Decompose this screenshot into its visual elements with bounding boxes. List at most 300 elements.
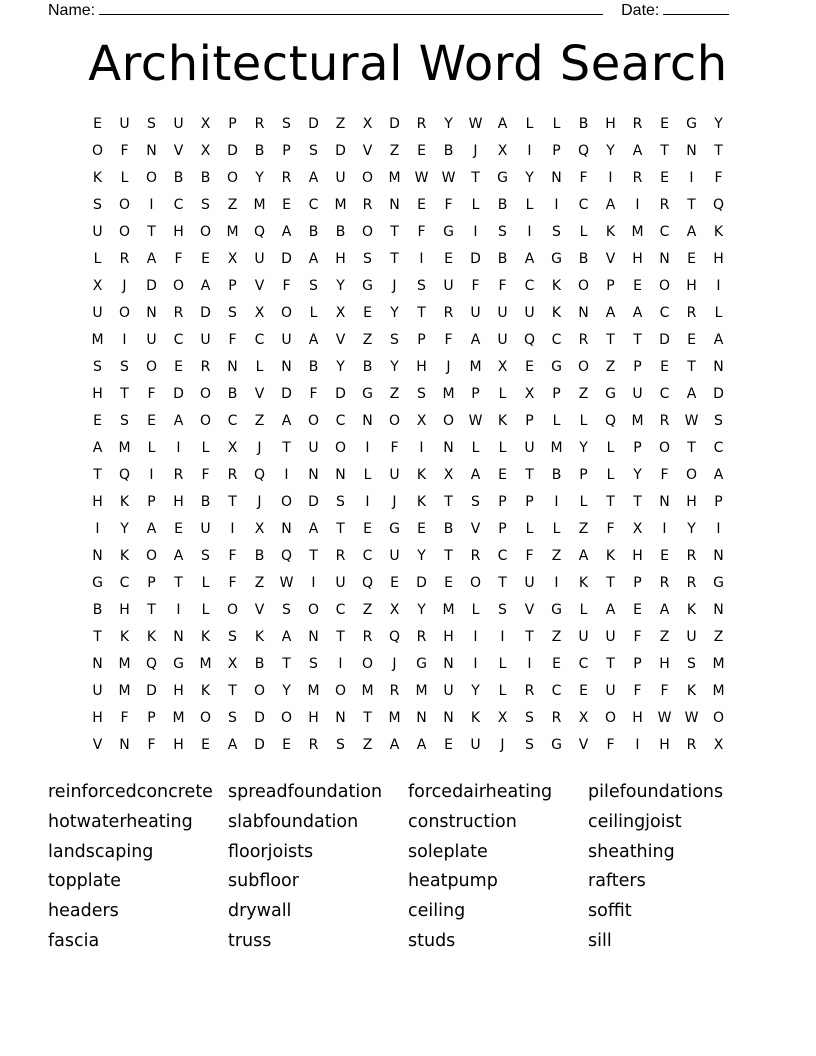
- grid-letter[interactable]: O: [145, 547, 158, 564]
- grid-letter[interactable]: E: [93, 412, 102, 429]
- grid-letter[interactable]: R: [173, 304, 184, 321]
- grid-letter[interactable]: I: [662, 520, 667, 537]
- grid-letter[interactable]: S: [282, 115, 291, 132]
- grid-letter[interactable]: K: [254, 628, 265, 645]
- grid-letter[interactable]: R: [227, 466, 238, 483]
- grid-letter[interactable]: D: [308, 115, 319, 132]
- grid-letter[interactable]: R: [362, 196, 373, 213]
- grid-letter[interactable]: N: [173, 628, 184, 645]
- grid-letter[interactable]: T: [336, 628, 345, 645]
- grid-letter[interactable]: L: [606, 439, 615, 456]
- grid-letter[interactable]: K: [92, 169, 103, 186]
- grid-letter[interactable]: Q: [712, 196, 725, 213]
- grid-letter[interactable]: Y: [579, 439, 588, 456]
- grid-letter[interactable]: E: [525, 358, 534, 375]
- grid-letter[interactable]: F: [444, 331, 453, 348]
- grid-letter[interactable]: C: [551, 682, 562, 699]
- grid-letter[interactable]: K: [119, 628, 130, 645]
- grid-letter[interactable]: B: [173, 169, 184, 186]
- grid-letter[interactable]: D: [416, 574, 427, 591]
- grid-letter[interactable]: X: [200, 115, 211, 132]
- grid-letter[interactable]: A: [281, 223, 292, 240]
- grid-letter[interactable]: D: [254, 736, 265, 753]
- grid-letter[interactable]: P: [228, 115, 237, 132]
- grid-letter[interactable]: C: [578, 196, 589, 213]
- grid-letter[interactable]: U: [443, 682, 454, 699]
- grid-letter[interactable]: U: [470, 304, 481, 321]
- grid-letter[interactable]: Y: [633, 466, 642, 483]
- grid-letter[interactable]: U: [308, 439, 319, 456]
- grid-letter[interactable]: K: [416, 493, 427, 510]
- grid-letter[interactable]: B: [578, 250, 589, 267]
- grid-letter[interactable]: O: [226, 601, 239, 618]
- grid-letter[interactable]: Q: [253, 466, 266, 483]
- grid-letter[interactable]: R: [254, 115, 265, 132]
- grid-letter[interactable]: O: [199, 223, 212, 240]
- grid-letter[interactable]: R: [686, 547, 697, 564]
- grid-letter[interactable]: C: [524, 277, 535, 294]
- grid-letter[interactable]: T: [525, 466, 534, 483]
- grid-letter[interactable]: I: [608, 169, 613, 186]
- grid-letter[interactable]: I: [716, 520, 721, 537]
- grid-letter[interactable]: L: [552, 520, 561, 537]
- grid-letter[interactable]: Z: [659, 628, 670, 645]
- grid-letter[interactable]: T: [309, 547, 318, 564]
- grid-letter[interactable]: H: [173, 736, 184, 753]
- grid-letter[interactable]: C: [713, 439, 724, 456]
- grid-letter[interactable]: X: [200, 142, 211, 159]
- grid-letter[interactable]: S: [201, 196, 210, 213]
- grid-letter[interactable]: I: [122, 331, 127, 348]
- grid-letter[interactable]: H: [632, 547, 643, 564]
- grid-letter[interactable]: T: [228, 682, 237, 699]
- grid-letter[interactable]: V: [335, 331, 346, 348]
- grid-letter[interactable]: F: [147, 736, 156, 753]
- grid-letter[interactable]: I: [473, 223, 478, 240]
- grid-letter[interactable]: M: [334, 196, 347, 213]
- grid-letter[interactable]: O: [712, 709, 725, 726]
- grid-letter[interactable]: Z: [254, 412, 265, 429]
- grid-letter[interactable]: O: [199, 709, 212, 726]
- grid-letter[interactable]: R: [416, 115, 427, 132]
- grid-letter[interactable]: U: [200, 331, 211, 348]
- grid-letter[interactable]: I: [176, 439, 181, 456]
- grid-letter[interactable]: G: [416, 655, 427, 672]
- grid-letter[interactable]: T: [93, 466, 102, 483]
- grid-letter[interactable]: L: [309, 304, 318, 321]
- grid-letter[interactable]: P: [633, 655, 642, 672]
- grid-letter[interactable]: H: [119, 601, 130, 618]
- grid-letter[interactable]: Z: [605, 358, 616, 375]
- grid-letter[interactable]: X: [578, 709, 589, 726]
- grid-letter[interactable]: L: [525, 115, 534, 132]
- grid-letter[interactable]: S: [552, 223, 561, 240]
- grid-letter[interactable]: K: [551, 304, 562, 321]
- grid-letter[interactable]: A: [632, 304, 643, 321]
- grid-letter[interactable]: Y: [606, 142, 615, 159]
- grid-letter[interactable]: A: [605, 196, 616, 213]
- grid-letter[interactable]: E: [174, 358, 183, 375]
- grid-letter[interactable]: U: [389, 547, 400, 564]
- grid-letter[interactable]: D: [389, 115, 400, 132]
- grid-letter[interactable]: T: [606, 574, 615, 591]
- grid-letter[interactable]: M: [172, 709, 185, 726]
- grid-letter[interactable]: L: [552, 412, 561, 429]
- grid-letter[interactable]: S: [309, 655, 318, 672]
- grid-letter[interactable]: C: [362, 547, 373, 564]
- grid-letter[interactable]: J: [257, 439, 262, 456]
- grid-letter[interactable]: N: [92, 547, 103, 564]
- grid-letter[interactable]: M: [91, 331, 104, 348]
- grid-letter[interactable]: M: [442, 601, 455, 618]
- grid-letter[interactable]: A: [659, 601, 670, 618]
- grid-letter[interactable]: O: [226, 169, 239, 186]
- grid-letter[interactable]: S: [525, 709, 534, 726]
- grid-letter[interactable]: X: [227, 439, 238, 456]
- grid-letter[interactable]: E: [552, 655, 561, 672]
- grid-letter[interactable]: K: [200, 628, 211, 645]
- grid-letter[interactable]: O: [388, 412, 401, 429]
- grid-letter[interactable]: S: [498, 601, 507, 618]
- grid-letter[interactable]: H: [713, 250, 724, 267]
- grid-letter[interactable]: I: [149, 466, 154, 483]
- grid-letter[interactable]: G: [551, 250, 562, 267]
- grid-letter[interactable]: R: [443, 304, 454, 321]
- grid-letter[interactable]: K: [200, 682, 211, 699]
- grid-letter[interactable]: D: [200, 304, 211, 321]
- grid-letter[interactable]: R: [659, 412, 670, 429]
- grid-letter[interactable]: X: [227, 250, 238, 267]
- grid-letter[interactable]: E: [147, 412, 156, 429]
- grid-letter[interactable]: P: [471, 385, 480, 402]
- grid-letter[interactable]: S: [417, 277, 426, 294]
- grid-letter[interactable]: P: [417, 331, 426, 348]
- grid-letter[interactable]: R: [200, 358, 211, 375]
- grid-letter[interactable]: K: [119, 493, 130, 510]
- grid-letter[interactable]: L: [579, 412, 588, 429]
- grid-letter[interactable]: F: [714, 169, 723, 186]
- grid-letter[interactable]: I: [95, 520, 100, 537]
- grid-letter[interactable]: E: [201, 250, 210, 267]
- grid-letter[interactable]: I: [527, 223, 532, 240]
- grid-letter[interactable]: G: [605, 385, 616, 402]
- grid-letter[interactable]: T: [390, 250, 399, 267]
- grid-letter[interactable]: E: [363, 304, 372, 321]
- grid-letter[interactable]: A: [281, 412, 292, 429]
- grid-letter[interactable]: S: [120, 358, 129, 375]
- grid-letter[interactable]: S: [390, 331, 399, 348]
- grid-letter[interactable]: H: [443, 628, 454, 645]
- grid-letter[interactable]: C: [551, 331, 562, 348]
- grid-letter[interactable]: R: [659, 574, 670, 591]
- grid-letter[interactable]: O: [658, 277, 671, 294]
- grid-letter[interactable]: F: [228, 547, 237, 564]
- grid-letter[interactable]: E: [687, 250, 696, 267]
- grid-letter[interactable]: A: [713, 466, 724, 483]
- grid-letter[interactable]: H: [686, 493, 697, 510]
- grid-letter[interactable]: L: [498, 655, 507, 672]
- grid-letter[interactable]: J: [122, 277, 127, 294]
- grid-letter[interactable]: X: [335, 304, 346, 321]
- grid-letter[interactable]: H: [632, 709, 643, 726]
- grid-letter[interactable]: T: [606, 331, 615, 348]
- grid-letter[interactable]: A: [173, 547, 184, 564]
- grid-letter[interactable]: T: [282, 655, 291, 672]
- grid-letter[interactable]: Y: [390, 358, 399, 375]
- grid-letter[interactable]: L: [579, 223, 588, 240]
- grid-letter[interactable]: D: [308, 493, 319, 510]
- grid-letter[interactable]: T: [633, 493, 642, 510]
- grid-letter[interactable]: Y: [417, 547, 426, 564]
- grid-letter[interactable]: K: [578, 574, 589, 591]
- grid-letter[interactable]: S: [201, 547, 210, 564]
- grid-letter[interactable]: P: [147, 574, 156, 591]
- grid-letter[interactable]: V: [524, 601, 535, 618]
- grid-letter[interactable]: L: [201, 601, 210, 618]
- grid-letter[interactable]: F: [471, 277, 480, 294]
- grid-letter[interactable]: W: [468, 115, 483, 132]
- grid-letter[interactable]: A: [146, 520, 157, 537]
- grid-letter[interactable]: L: [471, 196, 480, 213]
- grid-letter[interactable]: I: [149, 196, 154, 213]
- grid-letter[interactable]: O: [577, 358, 590, 375]
- grid-letter[interactable]: N: [119, 736, 130, 753]
- grid-letter[interactable]: D: [281, 385, 292, 402]
- grid-letter[interactable]: N: [551, 169, 562, 186]
- grid-letter[interactable]: B: [308, 358, 319, 375]
- grid-letter[interactable]: Y: [120, 520, 129, 537]
- grid-letter[interactable]: M: [550, 439, 563, 456]
- grid-letter[interactable]: C: [308, 196, 319, 213]
- grid-letter[interactable]: X: [389, 601, 400, 618]
- grid-letter[interactable]: U: [497, 304, 508, 321]
- grid-letter[interactable]: B: [497, 196, 508, 213]
- grid-letter[interactable]: V: [173, 142, 184, 159]
- grid-letter[interactable]: P: [552, 385, 561, 402]
- grid-letter[interactable]: M: [388, 709, 401, 726]
- grid-letter[interactable]: C: [659, 385, 670, 402]
- grid-letter[interactable]: O: [280, 709, 293, 726]
- grid-letter[interactable]: D: [227, 142, 238, 159]
- grid-letter[interactable]: Y: [471, 682, 480, 699]
- grid-letter[interactable]: I: [365, 493, 370, 510]
- grid-letter[interactable]: G: [443, 223, 454, 240]
- grid-letter[interactable]: U: [524, 304, 535, 321]
- grid-letter[interactable]: A: [173, 412, 184, 429]
- grid-letter[interactable]: F: [606, 736, 615, 753]
- grid-letter[interactable]: G: [362, 385, 373, 402]
- grid-letter[interactable]: F: [201, 466, 210, 483]
- grid-letter[interactable]: V: [254, 277, 265, 294]
- grid-letter[interactable]: N: [308, 628, 319, 645]
- grid-letter[interactable]: T: [687, 196, 696, 213]
- grid-letter[interactable]: X: [497, 358, 508, 375]
- grid-letter[interactable]: H: [173, 682, 184, 699]
- grid-letter[interactable]: F: [228, 331, 237, 348]
- grid-letter[interactable]: R: [362, 628, 373, 645]
- grid-letter[interactable]: O: [685, 466, 698, 483]
- grid-letter[interactable]: F: [579, 169, 588, 186]
- grid-letter[interactable]: M: [226, 223, 239, 240]
- grid-letter[interactable]: B: [497, 250, 508, 267]
- grid-letter[interactable]: T: [471, 169, 480, 186]
- grid-letter[interactable]: V: [362, 142, 373, 159]
- grid-letter[interactable]: M: [118, 682, 131, 699]
- grid-letter[interactable]: F: [633, 628, 642, 645]
- grid-letter[interactable]: I: [527, 655, 532, 672]
- grid-letter[interactable]: C: [659, 304, 670, 321]
- grid-letter[interactable]: Q: [604, 412, 617, 429]
- grid-letter[interactable]: K: [605, 547, 616, 564]
- grid-letter[interactable]: F: [390, 439, 399, 456]
- grid-letter[interactable]: C: [497, 547, 508, 564]
- grid-letter[interactable]: X: [632, 520, 643, 537]
- grid-letter[interactable]: M: [712, 682, 725, 699]
- grid-letter[interactable]: R: [335, 547, 346, 564]
- grid-letter[interactable]: R: [632, 169, 643, 186]
- grid-letter[interactable]: H: [632, 250, 643, 267]
- grid-letter[interactable]: M: [442, 385, 455, 402]
- grid-letter[interactable]: B: [578, 115, 589, 132]
- grid-letter[interactable]: U: [605, 682, 616, 699]
- grid-letter[interactable]: S: [93, 196, 102, 213]
- grid-letter[interactable]: Z: [389, 385, 400, 402]
- grid-letter[interactable]: M: [631, 223, 644, 240]
- grid-letter[interactable]: E: [444, 736, 453, 753]
- grid-letter[interactable]: E: [174, 520, 183, 537]
- grid-letter[interactable]: W: [684, 709, 699, 726]
- grid-letter[interactable]: V: [92, 736, 103, 753]
- grid-letter[interactable]: J: [392, 277, 397, 294]
- grid-letter[interactable]: Q: [145, 655, 158, 672]
- grid-letter[interactable]: S: [228, 628, 237, 645]
- grid-letter[interactable]: F: [606, 520, 615, 537]
- grid-letter[interactable]: O: [145, 358, 158, 375]
- grid-letter[interactable]: P: [633, 358, 642, 375]
- grid-letter[interactable]: P: [579, 466, 588, 483]
- grid-letter[interactable]: L: [363, 466, 372, 483]
- grid-letter[interactable]: G: [686, 115, 697, 132]
- grid-letter[interactable]: U: [578, 628, 589, 645]
- grid-letter[interactable]: P: [147, 709, 156, 726]
- grid-letter[interactable]: E: [201, 736, 210, 753]
- grid-letter[interactable]: N: [713, 358, 724, 375]
- grid-letter[interactable]: T: [687, 439, 696, 456]
- grid-letter[interactable]: O: [334, 682, 347, 699]
- grid-letter[interactable]: H: [605, 115, 616, 132]
- grid-letter[interactable]: K: [146, 628, 157, 645]
- grid-letter[interactable]: S: [228, 709, 237, 726]
- grid-letter[interactable]: Q: [388, 628, 401, 645]
- grid-letter[interactable]: P: [525, 493, 534, 510]
- grid-letter[interactable]: I: [716, 277, 721, 294]
- grid-letter[interactable]: F: [444, 196, 453, 213]
- grid-letter[interactable]: I: [230, 520, 235, 537]
- grid-letter[interactable]: L: [201, 439, 210, 456]
- grid-letter[interactable]: M: [199, 655, 212, 672]
- grid-letter[interactable]: O: [253, 682, 266, 699]
- grid-letter[interactable]: A: [146, 250, 157, 267]
- grid-letter[interactable]: L: [471, 601, 480, 618]
- grid-letter[interactable]: J: [392, 655, 397, 672]
- grid-letter[interactable]: X: [227, 655, 238, 672]
- grid-letter[interactable]: I: [689, 169, 694, 186]
- grid-letter[interactable]: S: [498, 223, 507, 240]
- grid-letter[interactable]: C: [173, 196, 184, 213]
- grid-letter[interactable]: B: [254, 142, 265, 159]
- grid-letter[interactable]: C: [254, 331, 265, 348]
- grid-letter[interactable]: H: [659, 655, 670, 672]
- grid-letter[interactable]: D: [335, 142, 346, 159]
- grid-letter[interactable]: T: [282, 439, 291, 456]
- grid-letter[interactable]: O: [361, 169, 374, 186]
- grid-letter[interactable]: Z: [578, 385, 589, 402]
- grid-letter[interactable]: F: [174, 250, 183, 267]
- grid-letter[interactable]: E: [660, 115, 669, 132]
- grid-letter[interactable]: T: [606, 655, 615, 672]
- grid-letter[interactable]: G: [389, 520, 400, 537]
- grid-letter[interactable]: T: [174, 574, 183, 591]
- grid-letter[interactable]: S: [471, 493, 480, 510]
- grid-letter[interactable]: W: [657, 709, 672, 726]
- grid-letter[interactable]: R: [551, 709, 562, 726]
- grid-letter[interactable]: I: [419, 439, 424, 456]
- grid-letter[interactable]: U: [524, 574, 535, 591]
- grid-letter[interactable]: N: [686, 142, 697, 159]
- grid-letter[interactable]: V: [254, 601, 265, 618]
- grid-letter[interactable]: F: [120, 709, 129, 726]
- grid-letter[interactable]: L: [120, 169, 129, 186]
- grid-letter[interactable]: R: [686, 574, 697, 591]
- grid-letter[interactable]: A: [470, 331, 481, 348]
- grid-letter[interactable]: K: [470, 709, 481, 726]
- grid-letter[interactable]: I: [284, 466, 289, 483]
- grid-letter[interactable]: X: [497, 142, 508, 159]
- grid-letter[interactable]: R: [119, 250, 130, 267]
- grid-letter[interactable]: S: [147, 115, 156, 132]
- grid-letter[interactable]: D: [281, 250, 292, 267]
- grid-letter[interactable]: Z: [254, 574, 265, 591]
- grid-letter[interactable]: F: [660, 682, 669, 699]
- grid-letter[interactable]: B: [92, 601, 103, 618]
- grid-letter[interactable]: L: [579, 493, 588, 510]
- grid-letter[interactable]: H: [173, 493, 184, 510]
- grid-letter[interactable]: G: [551, 358, 562, 375]
- grid-letter[interactable]: Z: [362, 736, 373, 753]
- grid-letter[interactable]: T: [633, 331, 642, 348]
- grid-letter[interactable]: J: [257, 493, 262, 510]
- grid-letter[interactable]: Y: [282, 682, 291, 699]
- grid-letter[interactable]: H: [686, 277, 697, 294]
- grid-letter[interactable]: U: [497, 331, 508, 348]
- grid-letter[interactable]: F: [282, 277, 291, 294]
- grid-letter[interactable]: U: [524, 439, 535, 456]
- grid-letter[interactable]: S: [309, 277, 318, 294]
- grid-letter[interactable]: R: [659, 196, 670, 213]
- grid-letter[interactable]: U: [173, 115, 184, 132]
- grid-letter[interactable]: A: [92, 439, 103, 456]
- grid-letter[interactable]: A: [227, 736, 238, 753]
- grid-letter[interactable]: I: [419, 250, 424, 267]
- grid-letter[interactable]: I: [473, 655, 478, 672]
- grid-letter[interactable]: Z: [551, 547, 562, 564]
- grid-letter[interactable]: A: [686, 223, 697, 240]
- grid-letter[interactable]: J: [392, 493, 397, 510]
- grid-letter[interactable]: O: [577, 277, 590, 294]
- grid-letter[interactable]: L: [255, 358, 264, 375]
- grid-letter[interactable]: M: [118, 439, 131, 456]
- grid-letter[interactable]: B: [551, 466, 562, 483]
